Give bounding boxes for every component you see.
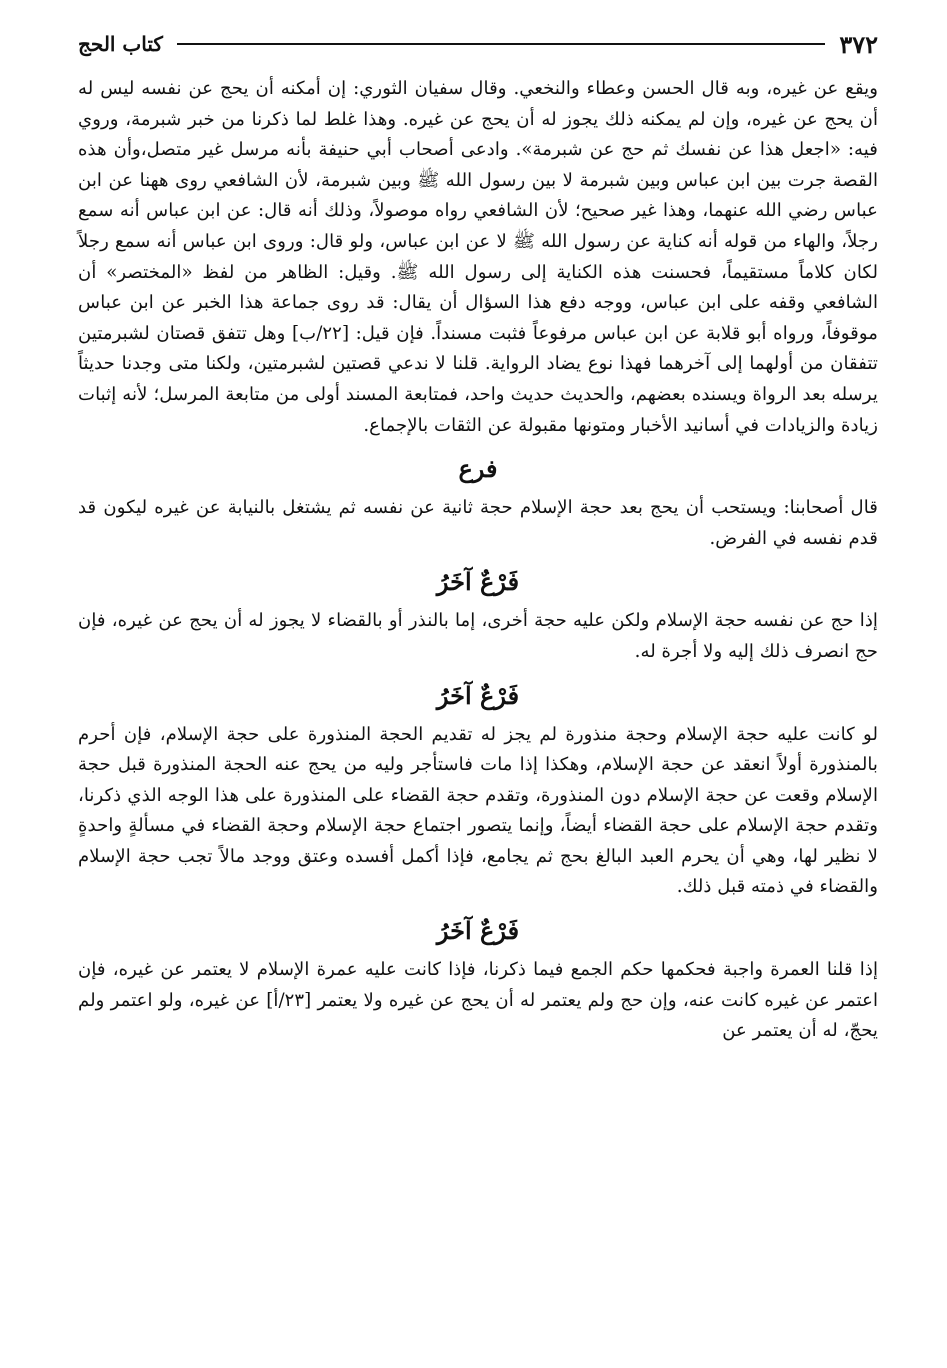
section-heading: فَرْعٌ آخَرُ — [436, 916, 520, 946]
document-page — [78, 22, 878, 1352]
page-number: ٣٧٢ — [839, 29, 878, 59]
paragraph: إذا حج عن نفسه حجة الإسلام ولكن عليه حجة أخرى، إما بالنذر أو بالقضاء لا يجوز له أن يحج عن غيره، فإن حج انصرف ذلك إليه ولا أجرة له. — [78, 610, 878, 662]
page-content — [78, 74, 878, 1047]
section-heading: فرع — [458, 454, 498, 484]
paragraph: قال أصحابنا: ويستحب أن يحج بعد حجة الإسلام حجة ثانية عن نفسه ثم يشتغل بالنيابة عن غيره ليكون قد قدم نفسه في الفرض. — [78, 497, 878, 549]
page-header — [78, 22, 878, 66]
book-title: كتاب الحج — [78, 32, 163, 56]
paragraph: إذا قلنا العمرة واجبة فحكمها حكم الجمع فيما ذكرنا، فإذا كانت عليه عمرة الإسلام لا يعتمر عن غيره، فإن اعتمر عن غيره كانت عنه، وإن حج ولم يعتمر له أن يحج عن غيره ولا يعتمر [٢٣/أ] عن غيره، ولو اعتمر ولم يحجّ، له أن يعتمر عن — [78, 959, 878, 1042]
paragraph: لو كانت عليه حجة الإسلام وحجة منذورة لم يجز له تقديم الحجة المنذورة على حجة الإسلام، فإن أحرم بالمنذورة أولاً انعقد عن حجة الإسلام، وهكذا إذا مات فاستأجر وليه من يحج عنه الحجة المنذورة قبل حجة الإسلام وقعت عن حجة الإسلام دون المنذورة، وتقدم حجة القضاء على المنذورة على هذا الوجه الذي ذكرنا، وتقدم حجة الإسلام على حجة القضاء أيضاً، وإنما يتصور اجتماع حجة الإسلام وحجة القضاء في مسألةٍ واحدةٍ لا نظير لها، وهي أن يحرم العبد البالغ بحج ثم يجامع، فإذا أكمل أفسده وعتق ووجد مالاً تجب حجة الإسلام والقضاء في ذمته قبل ذلك. — [78, 723, 878, 898]
paragraph: ويقع عن غيره، وبه قال الحسن وعطاء والنخعي. وقال سفيان الثوري: إن أمكنه أن يحج عن نفسه ليس له أن يحج عن غيره، وإن لم يمكنه ذلك يجوز له أن يحج عن غيره. وهذا غلط لما ذكرنا من خبر شبرمة، وروي فيه: «اجعل هذا عن نفسك ثم حج عن شبرمة». وادعى أصحاب أبي حنيفة بأنه مرسل غير متصل،وأن هذه القصة جرت بين ابن عباس وبين شبرمة لا بين رسول الله ﷺ وبين شبرمة، لأن الشافعي روى ههنا عن ابن عباس رضي الله عنهما، وهذا غير صحيح؛ لأن الشافعي رواه موصولاً، وذلك أنه قال: عن ابن عباس أنه سمع رجلاً، والهاء من قوله أنه كناية عن رسول الله ﷺ لا عن ابن عباس، ولو قال: وروى ابن عباس أنه سمع رجلاً لكان كلاماً مستقيماً، فحسنت هذه الكناية إلى رسول الله ﷺ. وقيل: الظاهر من لفظ «المختصر» أن الشافعي وقفه على ابن عباس، ووجه دفع هذا السؤال أن يقال: قد روى جماعة هذا الخبر عن ابن عباس موقوفاً، ورواه أبو قلابة عن ابن عباس مرفوعاً فثبت مسنداً. فإن قيل: [٢٢/ب] وهل تتفق قصتان لشبرمتين تتفقان من أولهما إلى آخرهما فهذا نوع يضاد الرواية. قلنا لا ندعي قصتين لشبرمتين، ولكنا متى وجدنا حديثاً يرسله بعد الرواة ويسنده بعضهم، والحديث حديث واحد، فمتابعة المسند أولى من متابعة المرسل؛ لأنه إثبات زيادة والزيادات في أسانيد الأخبار ومتونها مقبولة عن الثقات بالإجماع. — [78, 78, 878, 436]
header-rule — [177, 43, 825, 45]
section-heading: فَرْعٌ آخَرُ — [436, 567, 520, 597]
section-heading: فَرْعٌ آخَرُ — [436, 680, 520, 710]
